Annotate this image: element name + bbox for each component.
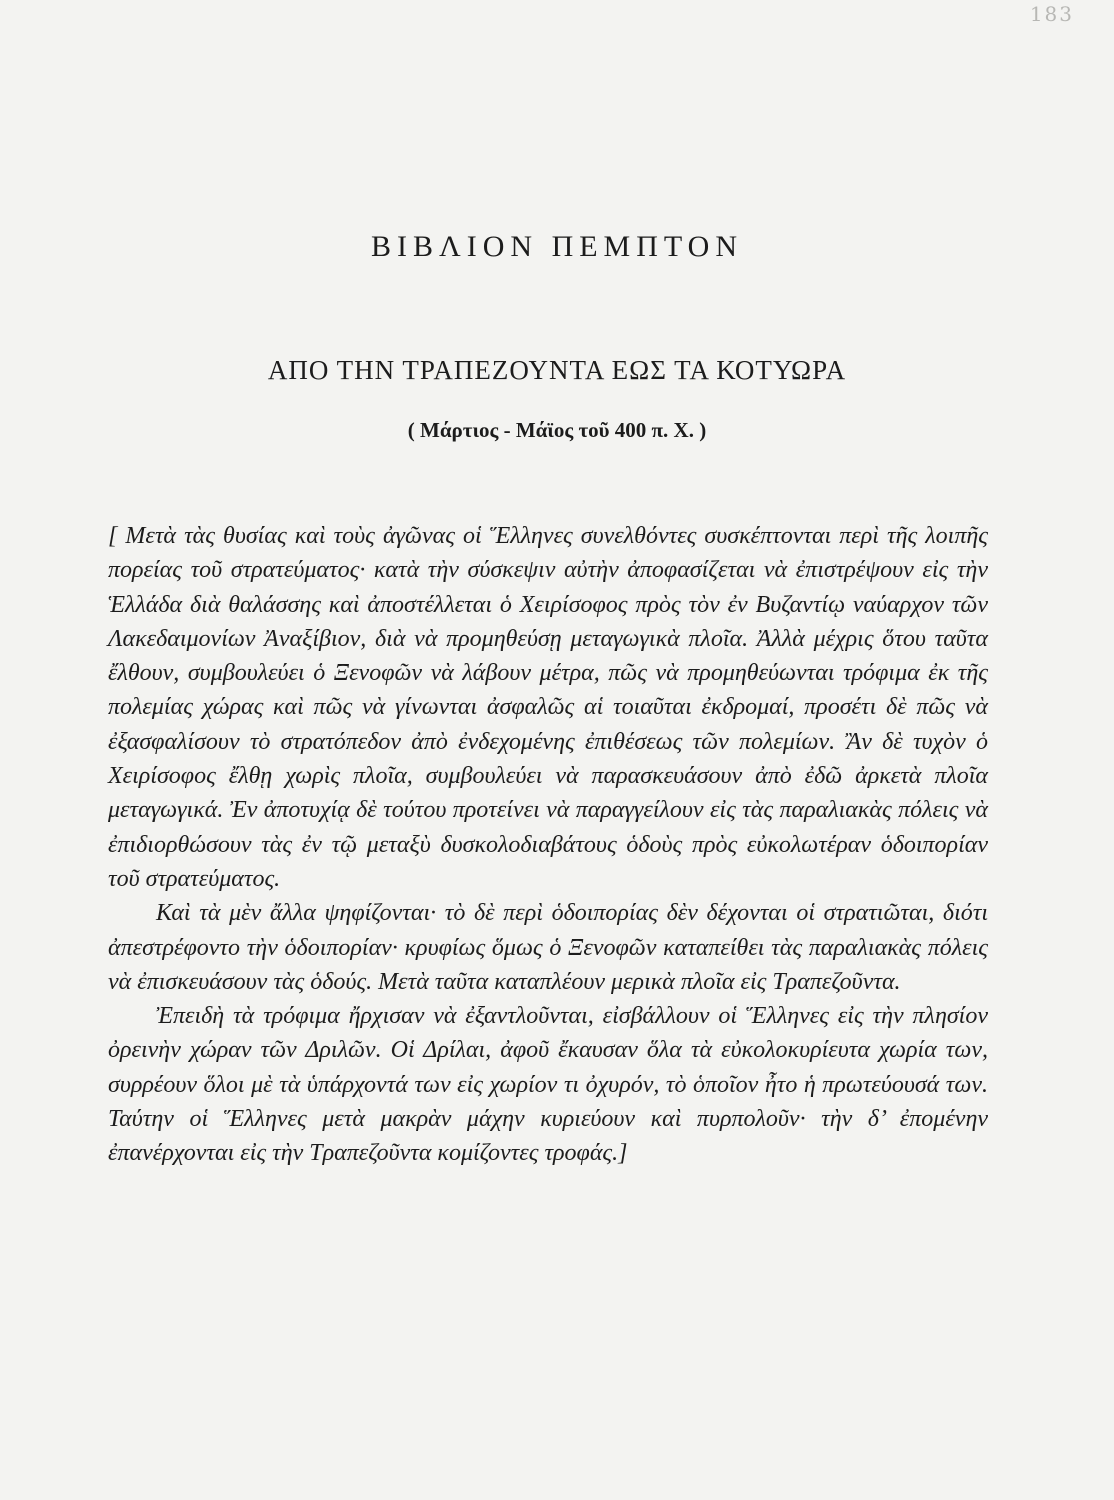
paragraph: Καὶ τὰ μὲν ἄλλα ψηφίζονται· τὸ δὲ περὶ ὁδοιπορίας δὲν δέχονται οἱ στρατιῶται, διότι ἀπεστρέφοντο τὴν ὁδοιπορίαν· κρυφίως ὅμως ὁ Ξενοφῶν καταπείθει τὰς παραλιακὰς πόλεις νὰ ἐπισκευάσουν τὰς ὁδούς. Μετὰ ταῦτα καταπλέουν μερικὰ πλοῖα εἰς Τραπεζοῦντα. <box>108 900 988 995</box>
page-number: 183 <box>1029 2 1074 26</box>
date-range: ( Μάρτιος - Μάϊος τοῦ 400 π. Χ. ) <box>407 418 707 442</box>
body-text <box>108 519 988 1171</box>
chapter-title: ΑΠΟ ΤΗΝ ΤΡΑΠΕΖΟΥΝΤΑ ΕΩΣ ΤΑ ΚΟΤΥΩΡΑ <box>267 355 847 385</box>
paragraph: [ Μετὰ τὰς θυσίας καὶ τοὺς ἀγῶνας οἱ Ἕλληνες συνελθόντες συσκέπτονται περὶ τῆς λοιπῆς πορείας τοῦ στρατεύματος· κατὰ τὴν σύσκεψιν αὐτὴν ἀποφασίζεται νὰ ἐπιστρέψουν εἰς τὴν Ἑλλάδα διὰ θαλάσσης καὶ ἀποστέλλεται ὁ Χειρίσοφος πρὸς τὸν ἐν Βυζαντίῳ ναύαρχον τῶν Λακεδαιμονίων Ἀναξίβιον, διὰ νὰ προμηθεύσῃ μεταγωγικὰ πλοῖα. Ἀλλὰ μέχρις ὅτου ταῦτα ἔλθουν, συμβουλεύει ὁ Ξενοφῶν νὰ λάβουν μέτρα, πῶς νὰ προμηθεύωνται τρόφιμα ἐκ τῆς πολεμίας χώρας καὶ πῶς νὰ γίνωνται ἀσφαλῶς αἱ τοιαῦται ἐκδρομαί, προσέτι δὲ πῶς νὰ ἐξασφαλίσουν τὸ στρατόπεδον ἀπὸ ἐνδεχομένης ἐπιθέσεως τῶν πολεμίων. Ἂν δὲ τυχὸν ὁ Χειρίσοφος ἔλθῃ χωρὶς πλοῖα, συμβουλεύει νὰ παρασκευάσουν ἀπὸ ἐδῶ ἀρκετὰ πλοῖα μεταγωγικά. Ἐν ἀποτυχίᾳ δὲ τούτου προτείνει νὰ παραγγείλουν εἰς τὰς παραλιακὰς πόλεις νὰ ἐπιδιορθώσουν τὰς ἐν τῷ μεταξὺ δυσκολοδιαβάτους ὁδοὺς πρὸς εὐκολωτέραν ὁδοιπορίαν τοῦ στρατεύματος. <box>108 523 988 892</box>
book-title: ΒΙΒΛΙΟΝ ΠΕΜΠΤΟΝ <box>370 230 744 263</box>
paragraph: Ἐπειδὴ τὰ τρόφιμα ἤρχισαν νὰ ἐξαντλοῦνται, εἰσβάλλουν οἱ Ἕλληνες εἰς τὴν πλησίον ὀρεινὴν χώραν τῶν Δριλῶν. Οἱ Δρίλαι, ἀφοῦ ἔκαυσαν ὅλα τὰ εὐκολοκυρίευτα χωρία των, συρρέουν ὅλοι μὲ τὰ ὑπάρχοντά των εἰς χωρίον τι ὀχυρόν, τὸ ὁποῖον ἦτο ἡ πρωτεύουσά των. Ταύτην οἱ Ἕλληνες μετὰ μακρὰν μάχην κυριεύουν καὶ πυρπολοῦν· τὴν δ’ ἐπομένην ἐπανέρχονται εἰς τὴν Τραπεζοῦντα κομίζοντες τροφάς.] <box>108 1003 988 1167</box>
